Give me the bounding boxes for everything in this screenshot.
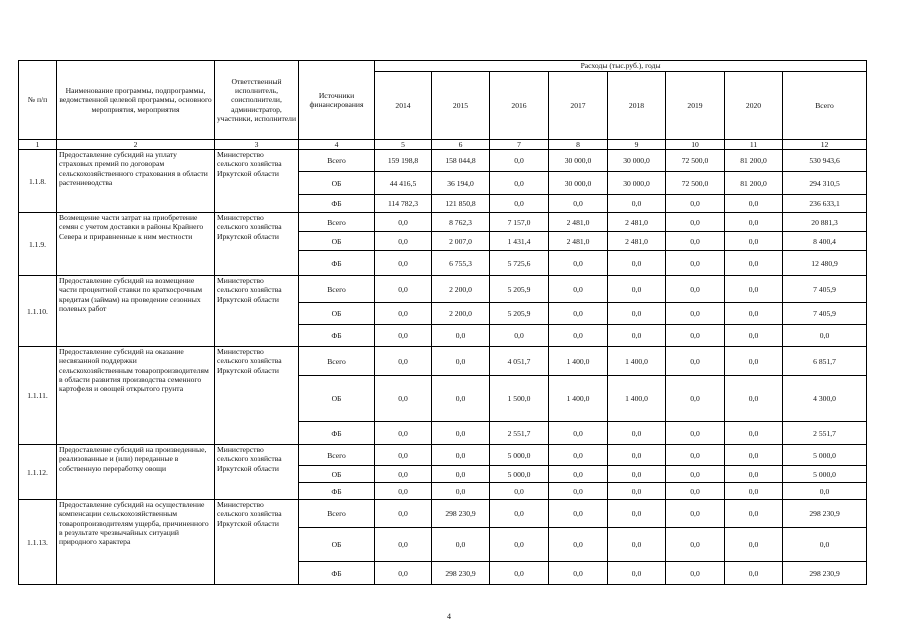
value-cell: 0,0 <box>608 325 666 347</box>
funding-source: Всего <box>299 150 375 172</box>
value-cell: 0,0 <box>783 483 867 500</box>
value-cell: 36 194,0 <box>432 172 490 195</box>
value-cell: 0,0 <box>432 483 490 500</box>
value-cell: 4 051,7 <box>490 347 549 376</box>
value-cell: 0,0 <box>608 422 666 445</box>
funding-source: Всего <box>299 347 375 376</box>
value-cell: 0,0 <box>490 500 549 528</box>
header-year: 2019 <box>666 72 725 140</box>
funding-source: ФБ <box>299 422 375 445</box>
value-cell: 0,0 <box>549 562 608 585</box>
value-cell: 7 405,9 <box>783 276 867 303</box>
funding-source: ОБ <box>299 528 375 562</box>
value-cell: 0,0 <box>549 251 608 276</box>
value-cell: 0,0 <box>725 500 783 528</box>
value-cell: 0,0 <box>432 528 490 562</box>
table-row <box>19 347 867 376</box>
page-number: 4 <box>447 612 451 621</box>
row-name: Возмещение части затрат на приобретение семян с учетом доставки в районы Крайнего Севера и приравненные к ним местности <box>57 213 215 276</box>
row-executor: Министерство сельского хозяйства Иркутской области <box>215 445 299 500</box>
value-cell: 236 633,1 <box>783 195 867 213</box>
value-cell: 0,0 <box>375 303 432 325</box>
value-cell: 0,0 <box>725 232 783 251</box>
value-cell: 30 000,0 <box>608 172 666 195</box>
value-cell: 0,0 <box>375 347 432 376</box>
value-cell: 298 230,9 <box>783 500 867 528</box>
value-cell: 298 230,9 <box>783 562 867 585</box>
value-cell: 0,0 <box>666 562 725 585</box>
value-cell: 0,0 <box>608 445 666 466</box>
column-number: 10 <box>666 140 725 150</box>
value-cell: 2 481,0 <box>549 213 608 232</box>
value-cell: 0,0 <box>432 422 490 445</box>
column-number: 8 <box>549 140 608 150</box>
column-number: 6 <box>432 140 490 150</box>
value-cell: 1 431,4 <box>490 232 549 251</box>
header-year: 2016 <box>490 72 549 140</box>
value-cell: 1 400,0 <box>608 376 666 422</box>
funding-source: ОБ <box>299 232 375 251</box>
value-cell: 2 551,7 <box>783 422 867 445</box>
value-cell: 0,0 <box>608 466 666 483</box>
value-cell: 0,0 <box>725 422 783 445</box>
value-cell: 0,0 <box>783 528 867 562</box>
funding-source: ОБ <box>299 376 375 422</box>
column-number: 5 <box>375 140 432 150</box>
value-cell: 0,0 <box>666 483 725 500</box>
value-cell: 0,0 <box>666 232 725 251</box>
value-cell: 0,0 <box>608 483 666 500</box>
value-cell: 0,0 <box>725 528 783 562</box>
value-cell: 0,0 <box>608 251 666 276</box>
value-cell: 2 551,7 <box>490 422 549 445</box>
value-cell: 0,0 <box>549 276 608 303</box>
column-number: 1 <box>19 140 57 150</box>
value-cell: 0,0 <box>725 562 783 585</box>
funding-source: ФБ <box>299 562 375 585</box>
value-cell: 0,0 <box>375 276 432 303</box>
row-index: 1.1.9. <box>19 213 57 276</box>
value-cell: 294 310,5 <box>783 172 867 195</box>
value-cell: 0,0 <box>375 562 432 585</box>
row-name: Предоставление субсидий на произведенные, реализованные и (или) переданные в собственную переработку овощи <box>57 445 215 500</box>
row-index: 1.1.12. <box>19 445 57 500</box>
value-cell: 159 198,8 <box>375 150 432 172</box>
value-cell: 0,0 <box>725 303 783 325</box>
table-row <box>19 276 867 303</box>
value-cell: 0,0 <box>549 500 608 528</box>
value-cell: 6 755,3 <box>432 251 490 276</box>
value-cell: 2 200,0 <box>432 303 490 325</box>
column-number: 2 <box>57 140 215 150</box>
value-cell: 0,0 <box>549 422 608 445</box>
value-cell: 81 200,0 <box>725 172 783 195</box>
value-cell: 0,0 <box>666 251 725 276</box>
funding-source: ОБ <box>299 172 375 195</box>
value-cell: 0,0 <box>608 562 666 585</box>
value-cell: 0,0 <box>432 325 490 347</box>
value-cell: 530 943,6 <box>783 150 867 172</box>
value-cell: 0,0 <box>549 325 608 347</box>
funding-source: ОБ <box>299 303 375 325</box>
value-cell: 0,0 <box>666 528 725 562</box>
column-number: 3 <box>215 140 299 150</box>
column-number: 4 <box>299 140 375 150</box>
value-cell: 81 200,0 <box>725 150 783 172</box>
row-index: 1.1.11. <box>19 347 57 445</box>
value-cell: 0,0 <box>375 445 432 466</box>
value-cell: 0,0 <box>375 528 432 562</box>
value-cell: 0,0 <box>490 325 549 347</box>
funding-source: Всего <box>299 445 375 466</box>
value-cell: 0,0 <box>490 195 549 213</box>
value-cell: 0,0 <box>666 422 725 445</box>
value-cell: 0,0 <box>490 483 549 500</box>
value-cell: 0,0 <box>549 195 608 213</box>
value-cell: 0,0 <box>725 376 783 422</box>
header-row <box>19 61 867 72</box>
value-cell: 0,0 <box>666 445 725 466</box>
header-col-name: Наименование программы, подпрограммы, ведомственной целевой программы, основного мероприятия, мероприятия <box>57 61 215 140</box>
value-cell: 1 400,0 <box>549 376 608 422</box>
value-cell: 0,0 <box>666 347 725 376</box>
value-cell: 0,0 <box>725 483 783 500</box>
row-executor: Министерство сельского хозяйства Иркутской области <box>215 150 299 213</box>
value-cell: 6 851,7 <box>783 347 867 376</box>
value-cell: 30 000,0 <box>549 150 608 172</box>
value-cell: 0,0 <box>375 422 432 445</box>
funding-source: ФБ <box>299 251 375 276</box>
value-cell: 8 400,4 <box>783 232 867 251</box>
value-cell: 0,0 <box>432 445 490 466</box>
budget-table <box>18 60 867 585</box>
table-row <box>19 213 867 232</box>
row-executor: Министерство сельского хозяйства Иркутской области <box>215 347 299 445</box>
funding-source: ФБ <box>299 325 375 347</box>
value-cell: 5 000,0 <box>783 445 867 466</box>
value-cell: 0,0 <box>608 528 666 562</box>
value-cell: 1 400,0 <box>549 347 608 376</box>
value-cell: 5 205,9 <box>490 276 549 303</box>
value-cell: 1 400,0 <box>608 347 666 376</box>
value-cell: 30 000,0 <box>549 172 608 195</box>
value-cell: 0,0 <box>666 195 725 213</box>
value-cell: 0,0 <box>725 325 783 347</box>
value-cell: 5 000,0 <box>783 466 867 483</box>
value-cell: 0,0 <box>375 500 432 528</box>
value-cell: 0,0 <box>725 445 783 466</box>
funding-source: ОБ <box>299 466 375 483</box>
header-year: 2014 <box>375 72 432 140</box>
value-cell: 0,0 <box>666 213 725 232</box>
value-cell: 298 230,9 <box>432 500 490 528</box>
value-cell: 5 000,0 <box>490 445 549 466</box>
value-cell: 298 230,9 <box>432 562 490 585</box>
value-cell: 5 000,0 <box>490 466 549 483</box>
value-cell: 2 481,0 <box>608 232 666 251</box>
value-cell: 0,0 <box>375 232 432 251</box>
value-cell: 0,0 <box>549 528 608 562</box>
value-cell: 0,0 <box>666 303 725 325</box>
row-name: Предоставление субсидий на осуществление компенсации сельскохозяйственным товаропроизводителям ущерба, причиненного в результате чрезвычайных ситуаций природного характера <box>57 500 215 585</box>
row-name: Предоставление субсидий на оказание несвязанной поддержки сельскохозяйственным товаропроизводителям в области развития производства семенного картофеля и овощей открытого грунта <box>57 347 215 445</box>
value-cell: 0,0 <box>375 251 432 276</box>
value-cell: 1 500,0 <box>490 376 549 422</box>
value-cell: 0,0 <box>549 445 608 466</box>
row-executor: Министерство сельского хозяйства Иркутской области <box>215 276 299 347</box>
row-name: Предоставление субсидий на возмещение части процентной ставки по краткосрочным кредитам (займам) на проведение сезонных полевых работ <box>57 276 215 347</box>
header-year: 2018 <box>608 72 666 140</box>
row-index: 1.1.8. <box>19 150 57 213</box>
value-cell: 0,0 <box>725 213 783 232</box>
value-cell: 44 416,5 <box>375 172 432 195</box>
value-cell: 12 480,9 <box>783 251 867 276</box>
header-year: Всего <box>783 72 867 140</box>
value-cell: 0,0 <box>666 500 725 528</box>
value-cell: 7 405,9 <box>783 303 867 325</box>
funding-source: ФБ <box>299 483 375 500</box>
value-cell: 0,0 <box>490 528 549 562</box>
value-cell: 114 782,3 <box>375 195 432 213</box>
value-cell: 0,0 <box>375 325 432 347</box>
row-index: 1.1.10. <box>19 276 57 347</box>
value-cell: 0,0 <box>375 466 432 483</box>
row-executor: Министерство сельского хозяйства Иркутской области <box>215 500 299 585</box>
value-cell: 158 044,8 <box>432 150 490 172</box>
value-cell: 0,0 <box>432 466 490 483</box>
value-cell: 0,0 <box>666 325 725 347</box>
header-col-source: Источники финансирования <box>299 61 375 140</box>
column-number: 11 <box>725 140 783 150</box>
column-number: 12 <box>783 140 867 150</box>
table-row <box>19 445 867 466</box>
value-cell: 0,0 <box>666 276 725 303</box>
table-row <box>19 150 867 172</box>
value-cell: 0,0 <box>432 347 490 376</box>
header-expenses-group: Расходы (тыс.руб.), годы <box>375 61 867 72</box>
value-cell: 20 881,3 <box>783 213 867 232</box>
header-year: 2017 <box>549 72 608 140</box>
value-cell: 0,0 <box>549 466 608 483</box>
value-cell: 0,0 <box>725 466 783 483</box>
value-cell: 8 762,3 <box>432 213 490 232</box>
table-row <box>19 500 867 528</box>
value-cell: 0,0 <box>608 276 666 303</box>
value-cell: 0,0 <box>608 195 666 213</box>
value-cell: 121 850,8 <box>432 195 490 213</box>
value-cell: 0,0 <box>375 483 432 500</box>
value-cell: 2 007,0 <box>432 232 490 251</box>
value-cell: 2 200,0 <box>432 276 490 303</box>
funding-source: ФБ <box>299 195 375 213</box>
value-cell: 7 157,0 <box>490 213 549 232</box>
value-cell: 0,0 <box>549 303 608 325</box>
value-cell: 0,0 <box>432 376 490 422</box>
value-cell: 2 481,0 <box>608 213 666 232</box>
funding-source: Всего <box>299 276 375 303</box>
value-cell: 0,0 <box>725 251 783 276</box>
value-cell: 5 725,6 <box>490 251 549 276</box>
value-cell: 0,0 <box>490 562 549 585</box>
value-cell: 0,0 <box>490 172 549 195</box>
funding-source: Всего <box>299 500 375 528</box>
value-cell: 0,0 <box>549 483 608 500</box>
value-cell: 72 500,0 <box>666 172 725 195</box>
header-year: 2020 <box>725 72 783 140</box>
value-cell: 0,0 <box>666 466 725 483</box>
row-name: Предоставление субсидий на уплату страховых премий по договорам сельскохозяйственного страхования в области растениеводства <box>57 150 215 213</box>
value-cell: 0,0 <box>608 303 666 325</box>
value-cell: 0,0 <box>375 376 432 422</box>
value-cell: 0,0 <box>375 213 432 232</box>
value-cell: 0,0 <box>783 325 867 347</box>
row-index: 1.1.13. <box>19 500 57 585</box>
value-cell: 0,0 <box>608 500 666 528</box>
value-cell: 2 481,0 <box>549 232 608 251</box>
funding-source: Всего <box>299 213 375 232</box>
column-number: 9 <box>608 140 666 150</box>
value-cell: 30 000,0 <box>608 150 666 172</box>
value-cell: 4 300,0 <box>783 376 867 422</box>
value-cell: 0,0 <box>725 347 783 376</box>
header-year: 2015 <box>432 72 490 140</box>
header-col-executor: Ответственный исполнитель, соисполнители, администратор, участники, исполнители <box>215 61 299 140</box>
value-cell: 0,0 <box>490 150 549 172</box>
value-cell: 5 205,9 <box>490 303 549 325</box>
header-col-num: № п/п <box>19 61 57 140</box>
column-number-row <box>19 140 867 150</box>
column-number: 7 <box>490 140 549 150</box>
row-executor: Министерство сельского хозяйства Иркутской области <box>215 213 299 276</box>
value-cell: 0,0 <box>725 276 783 303</box>
value-cell: 0,0 <box>666 376 725 422</box>
value-cell: 72 500,0 <box>666 150 725 172</box>
value-cell: 0,0 <box>725 195 783 213</box>
